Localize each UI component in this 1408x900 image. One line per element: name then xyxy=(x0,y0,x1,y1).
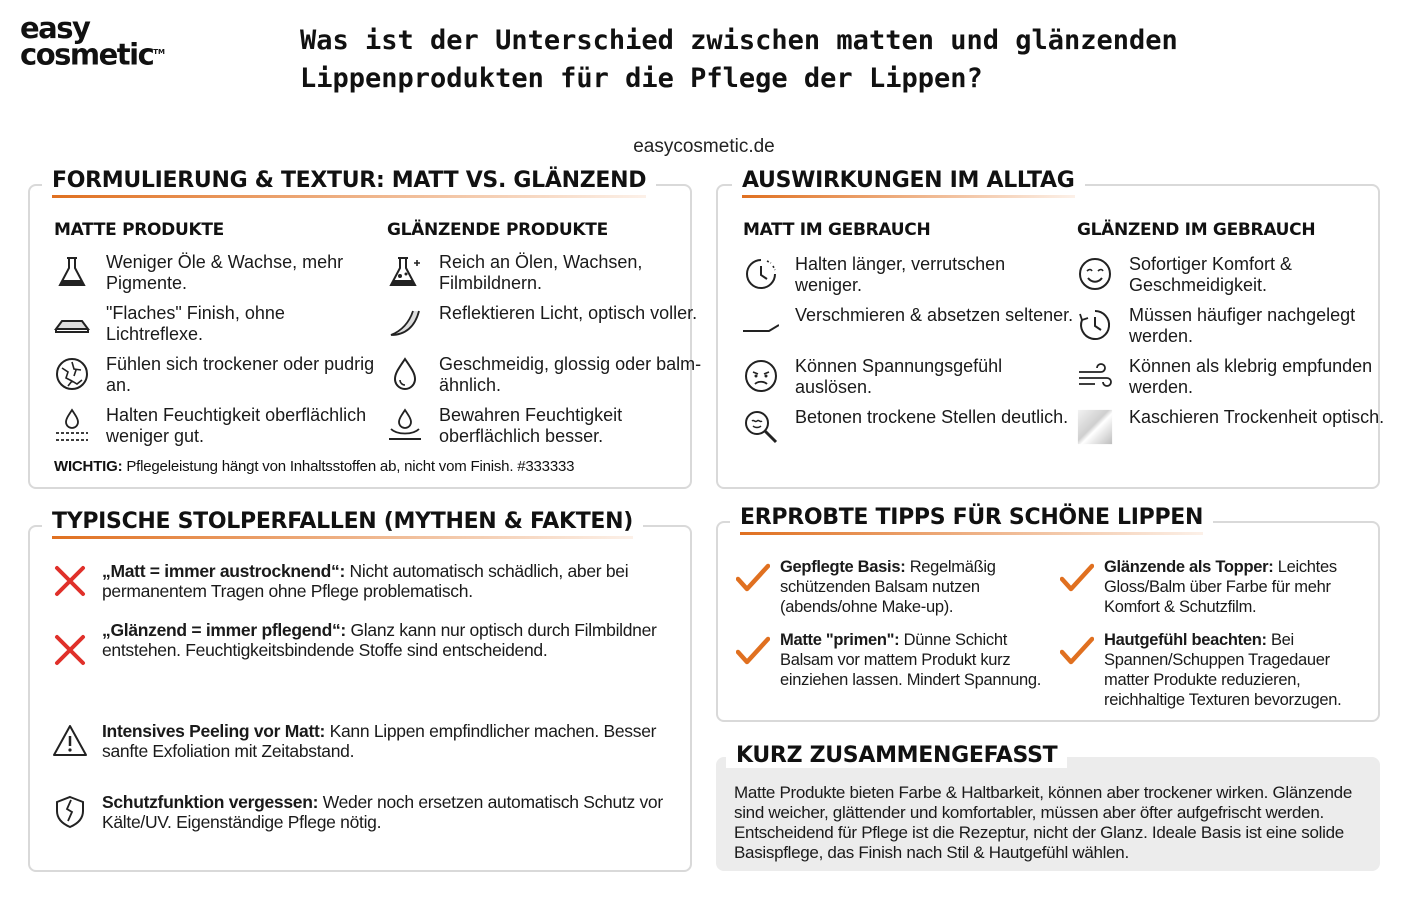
flat-surface-icon xyxy=(54,305,90,341)
logo-line-1: easy xyxy=(20,11,90,45)
glossy-usage-text: Können als klebrig empfunden werden. xyxy=(1129,356,1373,397)
tip-body: Bei Spannen/Schuppen Tragedauer matter Produkte reduzieren, reichhaltige Texturen bevorzugen. xyxy=(1104,631,1342,709)
section-auswirkungen-title: AUSWIRKUNGEN IM ALLTAG xyxy=(732,168,1085,193)
matte-products-heading: MATTE PRODUKTE xyxy=(54,220,224,240)
check-icon xyxy=(736,636,770,666)
check-icon xyxy=(1060,636,1094,666)
tense-face-icon xyxy=(743,358,779,394)
matte-usage-heading: MATT IM GEBRAUCH xyxy=(743,220,931,240)
myth-label: „Glänzend = immer pflegend“: xyxy=(102,620,346,640)
glossy-usage-text: Kaschieren Trockenheit optisch. xyxy=(1129,407,1385,427)
section-auswirkungen xyxy=(716,168,1385,489)
section-formulierung xyxy=(28,168,702,489)
myth-label: „Matt = immer austrocknend“: xyxy=(102,561,345,581)
myth-text xyxy=(102,620,672,660)
clock-refresh-icon xyxy=(1077,307,1113,343)
section-formulierung-title: FORMULIERUNG & TEXTUR: MATT VS. GLÄNZEND xyxy=(42,168,656,193)
magnifier-icon xyxy=(743,409,779,445)
tip-text xyxy=(780,630,1050,690)
flask-icon xyxy=(54,254,90,290)
droplet-surface-icon xyxy=(54,407,90,443)
check-icon xyxy=(1060,563,1094,593)
droplet-icon xyxy=(387,356,423,392)
glossy-usage-heading: GLÄNZEND IM GEBRAUCH xyxy=(1077,220,1316,240)
glossy-item-text: Geschmeidig, glossig oder balm-ähnlich. xyxy=(439,354,702,395)
sparkle-flask-icon xyxy=(387,254,423,290)
important-note xyxy=(54,458,574,475)
logo-trademark: TM xyxy=(153,48,166,56)
brand-logo xyxy=(20,11,190,72)
tip-label: Hautgefühl beachten: xyxy=(1104,631,1267,649)
smudge-line-icon xyxy=(743,307,779,343)
glossy-usage-text: Müssen häufiger nachgelegt werden. xyxy=(1129,305,1356,346)
myth-body: Glanz kann nur optisch durch Filmbildner entstehen. Feuchtigkeitsbindende Stoffe sind entscheidend. xyxy=(102,620,657,660)
tip-text xyxy=(780,557,1050,617)
tip-text xyxy=(1104,557,1374,617)
logo-line-2 xyxy=(20,37,190,72)
matte-usage-text: Halten länger, verrutschen weniger. xyxy=(795,254,1006,295)
wind-icon xyxy=(1077,358,1113,394)
glossy-products-heading: GLÄNZENDE PRODUKTE xyxy=(387,220,608,240)
tip-text xyxy=(1104,630,1374,710)
tip-label: Matte "primen": xyxy=(780,631,900,649)
cross-icon xyxy=(52,563,88,599)
tip-body: Regelmäßig schützenden Balsam nutzen (abends/ohne Make-up). xyxy=(780,558,996,616)
myth-body: Kann Lippen empfindlicher machen. Besser sanfte Exfoliation mit Zeitabstand. xyxy=(102,721,657,761)
tip-body: Leichtes Gloss/Balm über Farbe für mehr Komfort & Schutzfilm. xyxy=(1104,558,1337,616)
cracked-sphere-icon xyxy=(54,356,90,392)
logo-word: cosmetic xyxy=(20,37,154,72)
section-tipps-title: ERPROBTE TIPPS FÜR SCHÖNE LIPPEN xyxy=(730,505,1213,530)
note-text: Pflegeleistung hängt von Inhaltsstoffen ab, nicht vom Finish. #333333 xyxy=(122,458,575,475)
matte-usage-text: Betonen trockene Stellen deutlich. xyxy=(795,407,1069,427)
myth-text xyxy=(102,561,672,601)
matte-usage-text: Verschmieren & absetzen seltener. xyxy=(795,305,1074,325)
myth-text xyxy=(102,792,672,832)
myth-label: Schutzfunktion vergessen: xyxy=(102,792,319,812)
gloss-square-icon xyxy=(1077,409,1113,445)
myth-label: Intensives Peeling vor Matt: xyxy=(102,721,326,741)
check-icon xyxy=(736,563,770,593)
clock-icon xyxy=(743,256,779,292)
warning-icon xyxy=(52,723,88,759)
smile-face-icon xyxy=(1077,256,1113,292)
section-stolperfallen xyxy=(28,509,692,872)
cross-icon xyxy=(52,632,88,668)
myth-body: Nicht automatisch schädlich, aber bei permanentem Tragen ohne Pflege problematisch. xyxy=(102,561,629,601)
matte-item-text: Fühlen sich trockener oder pudrig an. xyxy=(106,354,375,395)
summary-text: Matte Produkte bieten Farbe & Haltbarkeit, können aber trockener wirken. Glänzende sind weicher, glättender und komfortabler, müssen aber öfter aufgefrischt werden. Entscheidend für Pflege ist die Rezeptur, nicht der Glanz. Ideale Basis ist eine solide Basispflege, das Finish nach Stil & Hautgefühl wählen. xyxy=(734,783,1352,862)
tip-label: Glänzende als Topper: xyxy=(1104,558,1274,576)
glossy-lip-icon xyxy=(387,305,423,341)
matte-item-text: Halten Feuchtigkeit oberflächlich weniger gut. xyxy=(106,405,367,446)
matte-item-text: Weniger Öle & Wachse, mehr Pigmente. xyxy=(106,252,344,293)
glossy-item-text: Bewahren Feuchtigkeit oberflächlich besser. xyxy=(439,405,623,446)
myth-body: Weder noch ersetzen automatisch Schutz vor Kälte/UV. Eigenständige Pflege nötig. xyxy=(102,792,663,832)
section-summary xyxy=(716,743,1380,871)
tip-body: Dünne Schicht Balsam vor mattem Produkt kurz einziehen lassen. Mindert Spannung. xyxy=(780,631,1042,689)
glossy-item-text: Reich an Ölen, Wachsen, Filmbildnern. xyxy=(439,252,643,293)
myth-text xyxy=(102,721,672,761)
matte-item-text: "Flaches" Finish, ohne Lichtreflexe. xyxy=(106,303,285,344)
tip-label: Gepflegte Basis: xyxy=(780,558,906,576)
page-title: Was ist der Unterschied zwischen matten und glänzenden Lippenprodukten für die Pflege der Lippen? xyxy=(300,25,1178,94)
glossy-usage-text: Sofortiger Komfort & Geschmeidigkeit. xyxy=(1129,254,1293,295)
droplet-shield-icon xyxy=(387,407,423,443)
section-tipps xyxy=(716,505,1380,722)
broken-shield-icon xyxy=(52,794,88,830)
site-url: easycosmetic.de xyxy=(633,136,775,157)
matte-usage-text: Können Spannungsgefühl auslösen. xyxy=(795,356,1003,397)
section-summary-title: KURZ ZUSAMMENGEFASST xyxy=(726,743,1067,768)
section-stolperfallen-title: TYPISCHE STOLPERFALLEN (MYTHEN & FAKTEN) xyxy=(42,509,643,534)
glossy-item-text: Reflektieren Licht, optisch voller. xyxy=(439,303,698,323)
note-label: WICHTIG: xyxy=(54,458,123,475)
